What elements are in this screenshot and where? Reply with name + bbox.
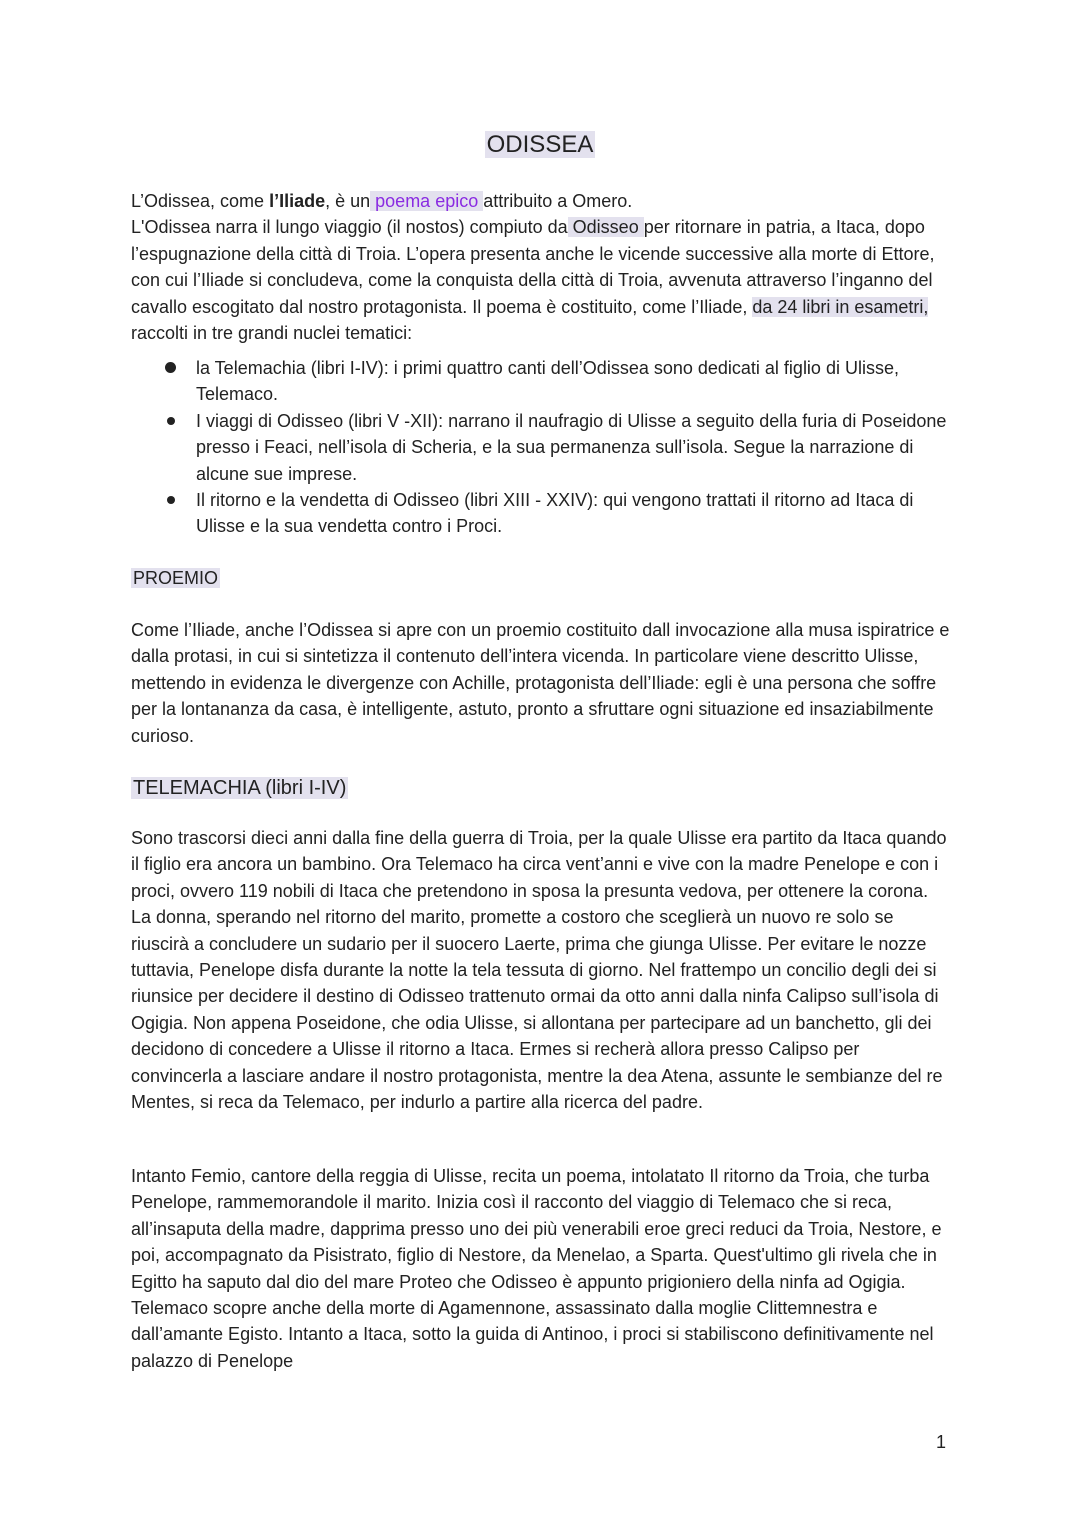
- telemachia-paragraph-1: Sono trascorsi dieci anni dalla fine della guerra di Troia, per la quale Ulisse era partito da Itaca quando il figlio era ancora un bambino. Ora Telemaco ha circa vent’anni e vive con la madre Penelope e con i proci, ovvero 119 nobili di Itaca che pretendono in sposa la presunta vedova, per ottenere la corona. La donna, sperando nel ritorno del marito, promette a costoro che sceglierà un nuovo re solo se riuscirà a concludere un sudario per il suocero Laerte, prima che giunga Ulisse. Per evitare le nozze tuttavia, Penelope disfa durante la notte la tela tessuta di giorno. Nel frattempo un concilio degli dei si riunsice per decidere il destino di Odisseo trattenuto ormai da otto anni dalla ninfa Calipso sull’isola di Ogigia. Non appena Poseidone, che odia Ulisse, si allontana per partecipare ad un banchetto, gli dei decidono di concedere a Ulisse il ritorno a Itaca. Ermes si recherà allora presso Calipso per convincerla a lasciare andare il nostro protagonista, mentre la dea Atena, assunte le sembianze del re Mentes, si reca da Telemaco, per indurlo a partire alla ricerca del padre.: [131, 828, 947, 1113]
- page-number: 1: [935, 1432, 946, 1452]
- intro-text-bold: l’Iliade: [269, 191, 326, 211]
- list-item: [131, 408, 951, 487]
- list-item-text: I viaggi di Odisseo (libri V -XII): narrano il naufragio di Ulisse a seguito della furia di Poseidone presso i Feaci, nell’isola di Scheria, e la sua permanenza sull’isola. Segue la narrazione di alcune sue imprese.: [196, 410, 947, 484]
- list-item-text: la Telemachia (libri I-IV): i primi quattro canti dell’Odissea sono dedicati al figlio di Ulisse, Telemaco.: [196, 358, 899, 405]
- highlight-odisseo: Odisseo: [567, 217, 644, 238]
- intro-text: raccolti in tre grandi nuclei tematici:: [131, 323, 413, 344]
- bullet-icon: [165, 362, 176, 373]
- intro-paragraph: [131, 188, 951, 346]
- intro-text: L'Odissea narra il lungo viaggio (il nostos) compiuto da: [131, 217, 568, 238]
- bullet-icon: [167, 417, 175, 425]
- list-item: [131, 487, 951, 540]
- document-title: [0, 126, 1080, 164]
- bullet-icon: [167, 496, 175, 504]
- list-item: [131, 355, 951, 408]
- intro-text: , è un: [325, 191, 371, 211]
- themes-list: [131, 355, 951, 540]
- list-item-text: Il ritorno e la vendetta di Odisseo (libri XIII - XXIV): qui vengono trattati il ritorno ad Itaca di Ulisse e la sua vendetta contro i Proci.: [196, 490, 914, 537]
- heading-text: PROEMIO: [133, 568, 219, 588]
- title-text: ODISSEA: [486, 131, 594, 158]
- highlight-poema-epico: poema epico: [370, 191, 484, 211]
- heading-text: TELEMACHIA (libri I-IV): [133, 777, 347, 799]
- highlight-24-libri: da 24 libri in esametri,: [752, 296, 929, 317]
- section-heading-proemio: [131, 565, 220, 591]
- proemio-paragraph: Come l’Iliade, anche l’Odissea si apre con un proemio costituito dall invocazione alla musa ispiratrice e dalla protasi, in cui si sintetizza il contenuto dell’intera vicenda. In particolare viene descritto Ulisse, mettendo in evidenza le divergenze con Achille, protagonista dell’Iliade: egli è una persona che soffre per la lontananza da casa, è intelligente, astuto, pronto a sfruttare ogni situazione ed insaziabilmente curioso.: [131, 620, 950, 746]
- telemachia-paragraph-2: Intanto Femio, cantore della reggia di Ulisse, recita un poema, intolatato Il ritorno da Troia, che turba Penelope, rammemorandole il marito. Inizia così il racconto del viaggio di Telemaco che si reca, all’insaputa della madre, dapprima presso uno dei più venerabili eroe greci reduci da Troia, Nestore, e poi, accompagnato da Pisistrato, figlio di Nestore, da Menelao, a Sparta. Quest'ultimo gli rivela che in Egitto ha saputo dal dio del mare Proteo che Odisseo è appunto prigioniero della ninfa ad Ogigia. Telemaco scopre anche della morte di Agamennone, assassinato dalla moglie Clittemnestra e dall’amante Egisto. Intanto a Itaca, sotto la guida di Antinoo, i proci si stabiliscono definitivamente nel palazzo di Penelope: [131, 1166, 942, 1371]
- section-heading-telemachia: [131, 775, 348, 801]
- intro-text: attribuito a Omero.: [483, 191, 633, 211]
- intro-text: L’Odissea, come: [131, 191, 270, 211]
- intro-text: per ritornare in patria, a Itaca, dopo l’espugnazione della città di Troia. L’opera presenta anche le vicende successive alla morte di Ettore, con cui l’Iliade si concludeva, come la conquista della città di Troia, avvenuta attraverso l’inganno del cavallo escogitato dal nostro protagonista. Il poema è costituito, come l’Iliade,: [131, 217, 935, 317]
